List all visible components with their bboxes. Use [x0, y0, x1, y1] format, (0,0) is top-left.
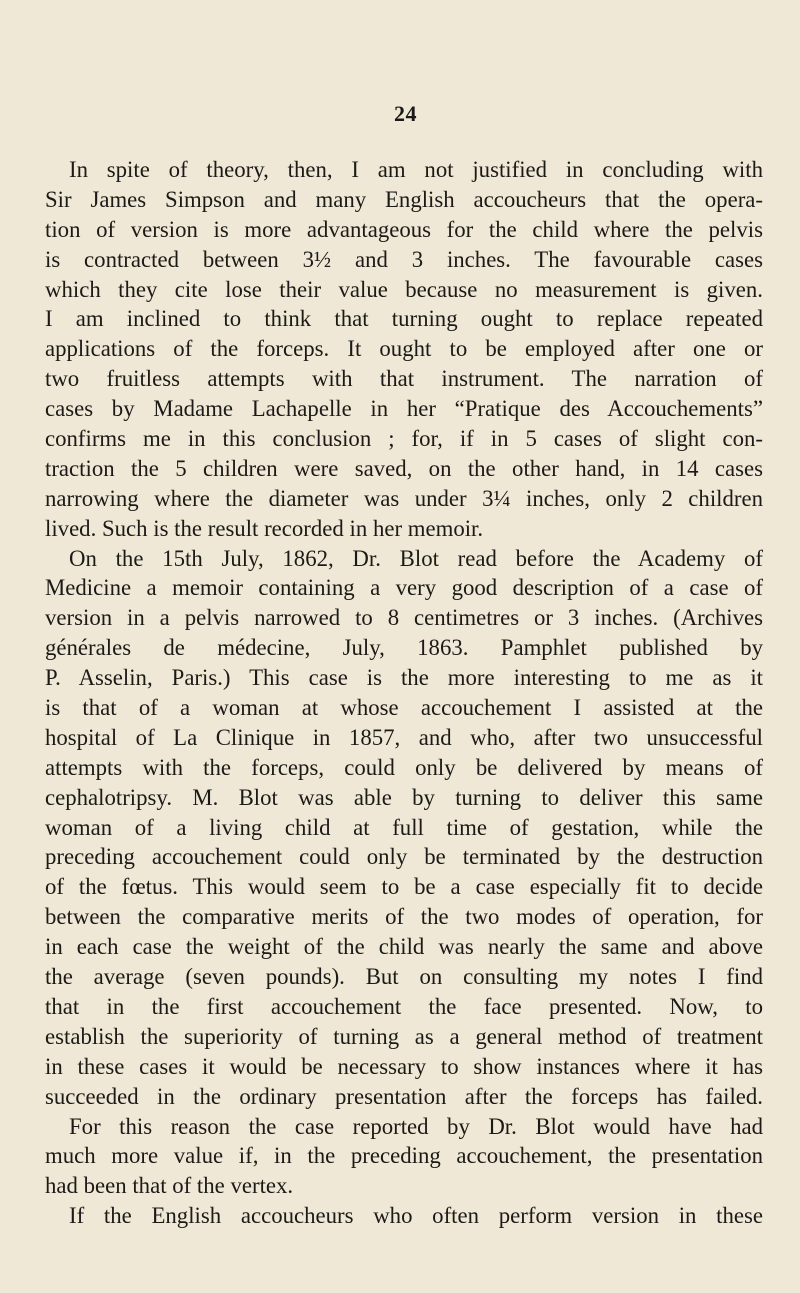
text-line-25: of the fœtus. This would seem to be a case especially fit to decide — [45, 874, 763, 900]
text-line-12: narrowing where the diameter was under 3¼ inches, only 2 children — [45, 485, 763, 511]
text-line-14: On the 15th July, 1862, Dr. Blot read before the Academy of — [69, 545, 763, 571]
text-line-19: is that of a woman at whose accouchement I assisted at the — [45, 695, 763, 721]
text-line-8: two fruitless attempts with that instrument. The narration of — [45, 366, 763, 392]
text-line-27: in each case the weight of the child was nearly the same and above — [45, 934, 763, 960]
text-line-11: traction the 5 children were saved, on the other hand, in 14 cases — [45, 455, 763, 481]
text-line-23: woman of a living child at full time of gestation, while the — [45, 814, 763, 840]
text-line-28: the average (seven pounds). But on consulting my notes I find — [45, 964, 763, 990]
text-line-18: P. Asselin, Paris.) This case is the more interesting to me as it — [45, 665, 763, 691]
body-text — [45, 155, 763, 1231]
text-line-26: between the comparative merits of the two modes of operation, for — [45, 904, 763, 930]
text-line-6: I am inclined to think that turning ought to replace repeated — [45, 306, 763, 332]
text-line-36: If the English accoucheurs who often perform version in these — [69, 1203, 763, 1229]
text-line-9: cases by Madame Lachapelle in her “Pratique des Accouchements” — [45, 396, 763, 422]
text-line-15: Medicine a memoir containing a very good description of a case of — [45, 575, 763, 601]
text-line-29: that in the first accouchement the face presented. Now, to — [45, 993, 763, 1019]
text-line-22: cephalotripsy. M. Blot was able by turning to deliver this same — [45, 784, 763, 810]
text-line-17: générales de médecine, July, 1863. Pamphlet published by — [45, 635, 763, 661]
text-line-1: In spite of theory, then, I am not justified in concluding with — [69, 157, 763, 182]
text-line-2: Sir James Simpson and many English accoucheurs that the opera- — [45, 186, 763, 212]
text-line-13: lived. Such is the result recorded in her memoir. — [45, 515, 484, 541]
text-line-10: confirms me in this conclusion ; for, if in 5 cases of slight con- — [45, 426, 763, 452]
text-line-30: establish the superiority of turning as a general method of treatment — [45, 1023, 763, 1049]
text-line-32: succeeded in the ordinary presentation after the forceps has failed. — [45, 1083, 763, 1109]
text-line-7: applications of the forceps. It ought to be employed after one or — [45, 336, 763, 362]
text-line-31: in these cases it would be necessary to show instances where it has — [45, 1053, 763, 1079]
text-line-20: hospital of La Clinique in 1857, and who, after two unsuccessful — [45, 724, 763, 750]
text-line-5: which they cite lose their value because no measurement is given. — [45, 276, 763, 302]
text-line-4: is contracted between 3½ and 3 inches. The favourable cases — [45, 246, 763, 272]
text-line-33: For this reason the case reported by Dr. Blot would have had — [69, 1113, 763, 1139]
text-line-3: tion of version is more advantageous for the child where the pelvis — [45, 216, 763, 242]
text-line-24: preceding accouchement could only be terminated by the destruction — [45, 844, 763, 870]
text-line-21: attempts with the forceps, could only be delivered by means of — [45, 754, 763, 780]
text-line-34: much more value if, in the preceding accouchement, the presentation — [45, 1143, 763, 1169]
text-line-16: version in a pelvis narrowed to 8 centimetres or 3 inches. (Archives — [45, 605, 763, 631]
page-number: 24 — [394, 101, 417, 126]
text-line-35: had been that of the vertex. — [45, 1173, 294, 1199]
